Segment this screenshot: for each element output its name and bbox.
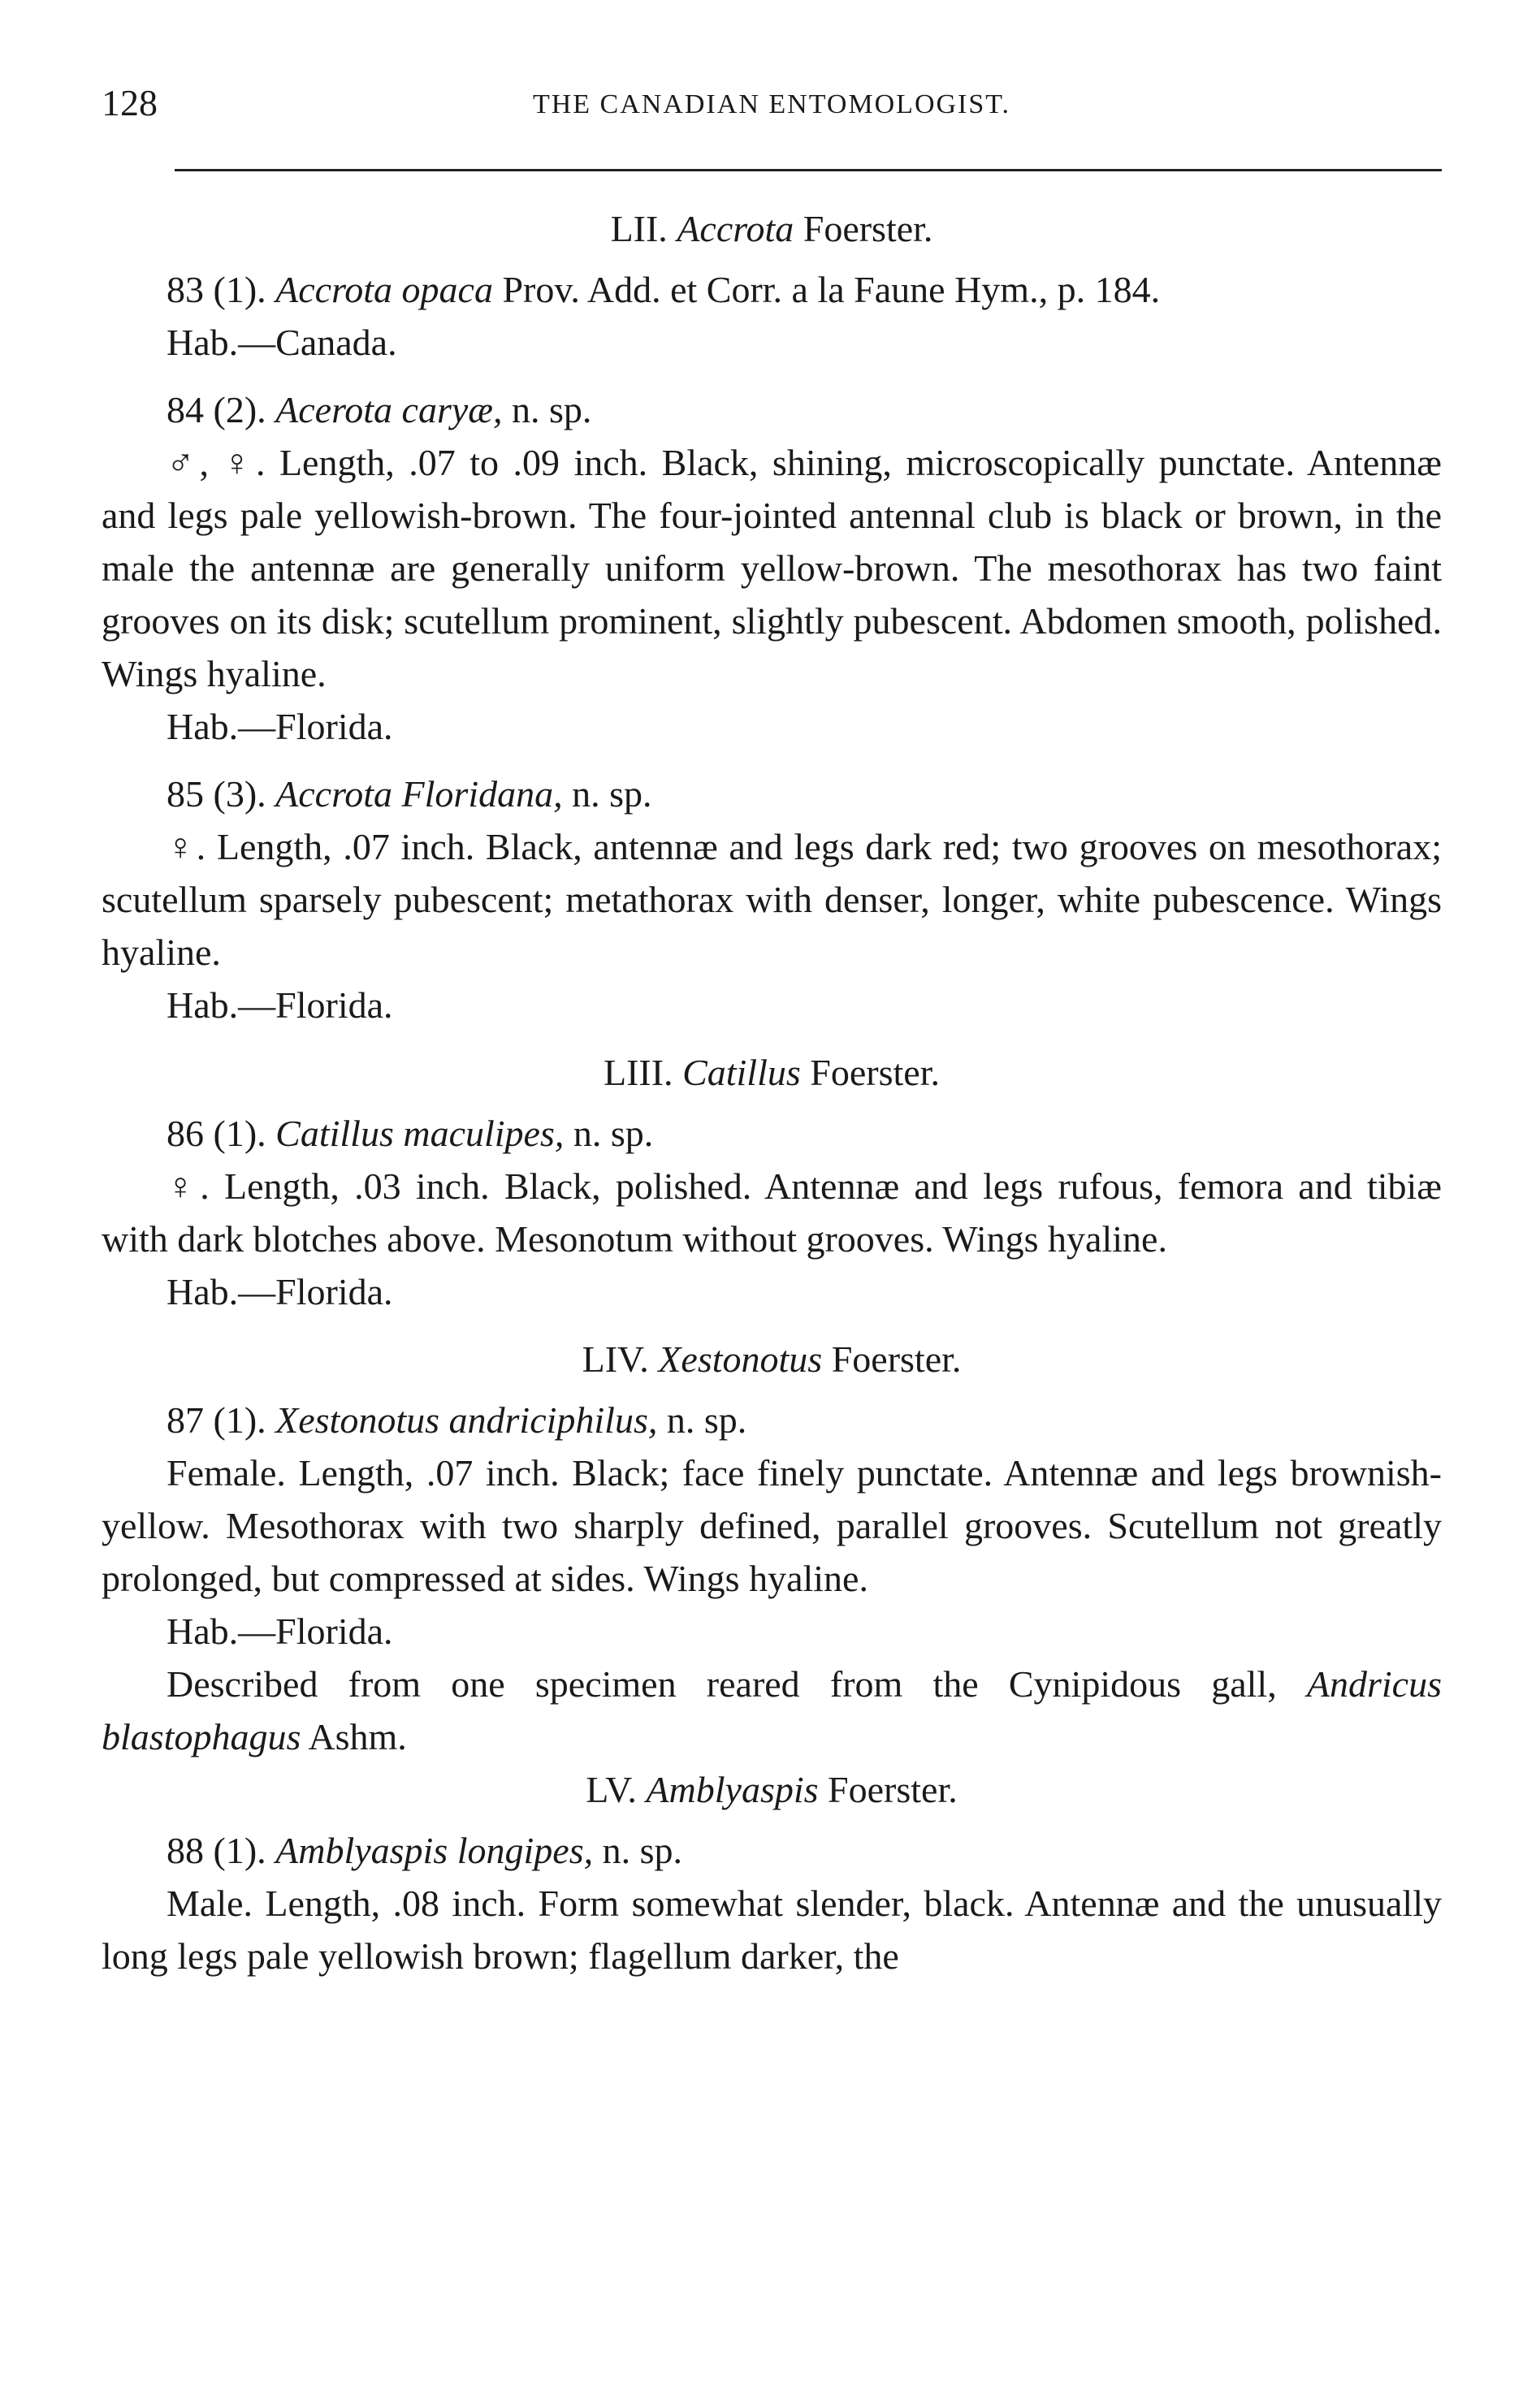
genus-heading	[102, 1763, 1442, 1816]
header-rule	[175, 169, 1442, 171]
genus-name: Accrota	[677, 208, 794, 249]
species-name: Amblyaspis longipes,	[275, 1830, 594, 1871]
genus-author: Foerster.	[828, 1769, 958, 1810]
species-citation: Prov. Add. et Corr. a la Faune Hym., p. 184.	[502, 269, 1161, 310]
species-number: 85 (3).	[167, 773, 266, 815]
species-heading	[102, 1824, 1442, 1877]
running-head: THE CANADIAN ENTOMOLOGIST.	[532, 89, 1011, 119]
species-number: 87 (1).	[167, 1399, 266, 1441]
genus-numeral: LV.	[586, 1769, 637, 1810]
habitat: Hab.—Canada.	[167, 322, 397, 363]
species-number: 84 (2).	[167, 389, 266, 430]
habitat: Hab.—Florida.	[167, 1610, 393, 1652]
species-heading	[102, 383, 1442, 436]
genus-numeral: LII.	[610, 208, 668, 249]
species-status: n. sp.	[666, 1399, 747, 1441]
host-name: Andricus blastophagus	[102, 1663, 1443, 1757]
habitat: Hab.—Florida.	[167, 1271, 393, 1312]
species-status: n. sp.	[573, 1113, 654, 1154]
species-number: 88 (1).	[167, 1830, 266, 1871]
species-heading	[102, 767, 1442, 820]
species-heading	[102, 1107, 1442, 1160]
species-number: 86 (1).	[167, 1113, 266, 1154]
page	[102, 81, 1442, 1982]
genus-heading	[102, 1333, 1442, 1386]
species-status: n. sp.	[511, 389, 592, 430]
species-description: ♀. Length, .07 inch. Black, antennæ and legs dark red; two grooves on mesothorax; scutellum sparsely pubescent; metathorax with denser, longer, white pubescence. Wings hyaline.	[102, 826, 1442, 973]
species-description: ♀. Length, .03 inch. Black, polished. Antennæ and legs rufous, femora and tibiæ with dark blotches above. Mesonotum without grooves. Wings hyaline.	[102, 1165, 1442, 1260]
specimen-note	[102, 1658, 1442, 1763]
genus-numeral: LIV.	[582, 1338, 649, 1380]
note-text: Described from one specimen reared from the Cynipidous gall,	[167, 1663, 1277, 1705]
page-header	[102, 81, 1442, 146]
species-name: Catillus maculipes,	[275, 1113, 565, 1154]
genus-numeral: LIII.	[604, 1052, 673, 1093]
habitat: Hab.—Florida.	[167, 984, 393, 1026]
species-status: n. sp.	[602, 1830, 683, 1871]
genus-author: Foerster.	[810, 1052, 940, 1093]
habitat: Hab.—Florida.	[167, 706, 393, 747]
species-name: Xestonotus andriciphilus,	[275, 1399, 658, 1441]
genus-name: Xestonotus	[658, 1338, 823, 1380]
genus-name: Amblyaspis	[646, 1769, 819, 1810]
host-author: Ashm.	[308, 1716, 407, 1757]
page-body	[102, 202, 1442, 1982]
species-description: Female. Length, .07 inch. Black; face finely punctate. Antennæ and legs brownish-yellow. Mesothorax with two sharply defined, parallel grooves. Scutellum not greatly prolonged, but compressed at sides. Wings hyaline.	[102, 1452, 1442, 1599]
species-name: Accrota Floridana,	[275, 773, 563, 815]
species-heading	[102, 1394, 1442, 1446]
genus-author: Foerster.	[803, 208, 933, 249]
genus-author: Foerster.	[831, 1338, 962, 1380]
genus-heading	[102, 1046, 1442, 1099]
species-status: n. sp.	[572, 773, 652, 815]
species-description: ♂, ♀. Length, .07 to .09 inch. Black, shining, microscopically punctate. Antennæ and legs pale yellowish-brown. The four-jointed antennal club is black or brown, in the male the antennæ are generally uniform yellow-brown. The mesothorax has two faint grooves on its disk; scutellum prominent, slightly pubescent. Abdomen smooth, polished. Wings hyaline.	[102, 442, 1442, 694]
page-number: 128	[102, 82, 158, 123]
species-description: Male. Length, .08 inch. Form somewhat slender, black. Antennæ and the unusually long legs pale yellowish brown; flagellum darker, the	[102, 1883, 1442, 1977]
species-number: 83 (1).	[167, 269, 266, 310]
genus-heading	[102, 202, 1442, 255]
genus-name: Catillus	[682, 1052, 801, 1093]
species-name: Acerota caryæ,	[275, 389, 503, 430]
species-heading	[102, 263, 1442, 316]
species-name: Accrota opaca	[275, 269, 493, 310]
